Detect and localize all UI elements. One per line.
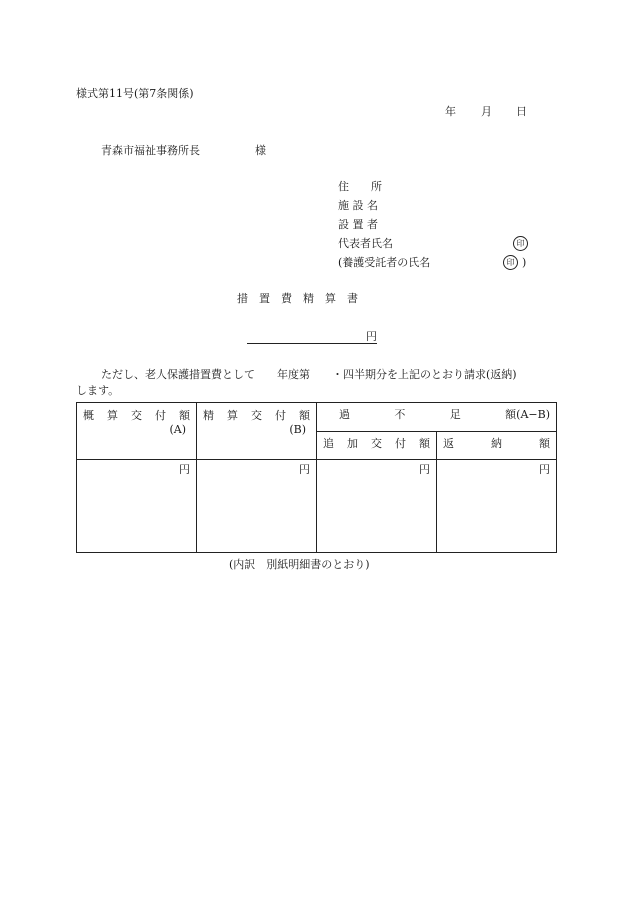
date-month: 月 bbox=[481, 105, 492, 118]
representative-seal bbox=[511, 236, 528, 251]
applicant-address-label: 住 所 bbox=[338, 180, 382, 193]
addressee: 青森市福祉事務所長 bbox=[101, 144, 200, 157]
form-number: 様式第11号(第7条関係) bbox=[76, 87, 194, 100]
applicant-guardian-label: (養護受託者の氏名 bbox=[338, 256, 431, 269]
cell-refund[interactable]: 円 bbox=[437, 460, 557, 553]
header-refund: 返 納 額 bbox=[437, 431, 557, 460]
cell-estimated-amount[interactable]: 円 bbox=[77, 460, 197, 553]
amount-line bbox=[247, 343, 377, 344]
applicant-establisher-label: 設 置 者 bbox=[338, 218, 378, 231]
header-estimated-amount: 概 算 交 付 額 (A) bbox=[77, 403, 197, 460]
body-text-line2: します。 bbox=[76, 384, 120, 397]
amount-unit: 円 bbox=[366, 330, 377, 343]
seal-icon: 印 bbox=[503, 255, 518, 270]
cell-settled-amount[interactable]: 円 bbox=[197, 460, 317, 553]
header-difference: 過 不 足 額(A−B) bbox=[317, 403, 557, 432]
settlement-table bbox=[76, 402, 557, 553]
footnote: (内訳 別紙明細書のとおり) bbox=[229, 558, 370, 571]
seal-icon: 印 bbox=[513, 236, 528, 251]
addressee-suffix: 様 bbox=[255, 144, 266, 157]
applicant-representative-label: 代表者氏名 bbox=[338, 237, 393, 250]
document-title: 措 置 費 精 算 書 bbox=[237, 292, 358, 305]
guardian-seal bbox=[501, 255, 526, 270]
header-additional-grant: 追 加 交 付 額 bbox=[317, 431, 437, 460]
header-settled-amount: 精 算 交 付 額 (B) bbox=[197, 403, 317, 460]
guardian-close: ) bbox=[522, 255, 527, 269]
date-day: 日 bbox=[516, 105, 527, 118]
cell-additional-grant[interactable]: 円 bbox=[317, 460, 437, 553]
body-text-line1: ただし、老人保護措置費として 年度第 ・四半期分を上記のとおり請求(返納) bbox=[101, 368, 517, 381]
date-year: 年 bbox=[445, 105, 456, 118]
applicant-facility-label: 施 設 名 bbox=[338, 199, 378, 212]
